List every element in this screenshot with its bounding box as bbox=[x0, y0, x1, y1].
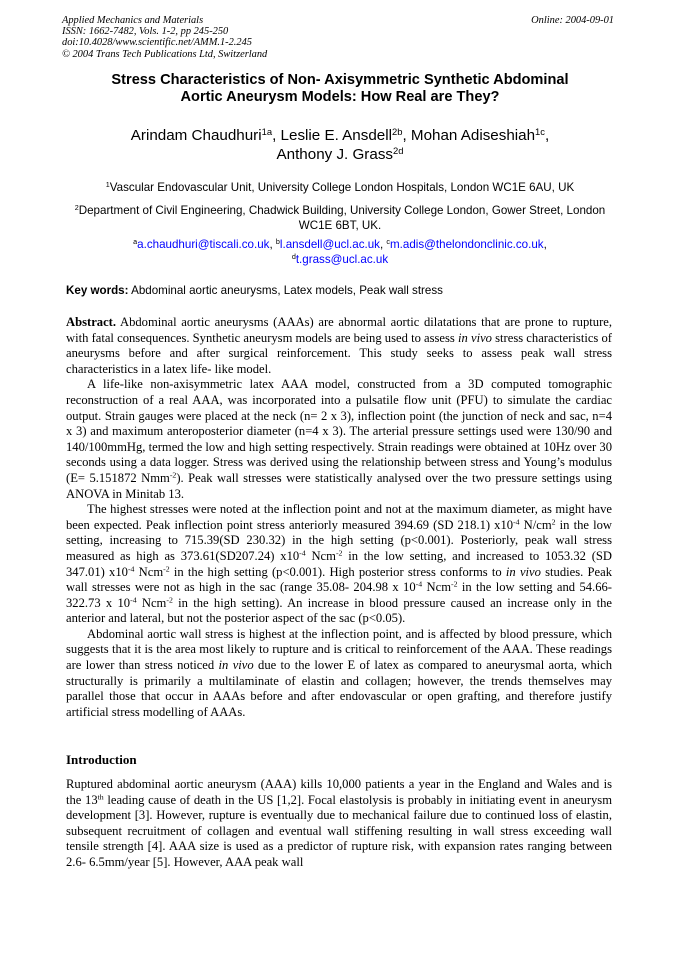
separator: , bbox=[544, 127, 550, 144]
author-list bbox=[66, 126, 614, 164]
email-link[interactable]: a.chaudhuri@tiscali.co.uk bbox=[137, 238, 270, 251]
email-link[interactable]: m.adis@thelondonclinic.co.uk bbox=[390, 238, 544, 251]
text-run: in the low setting and 54.66- 322.73 x 10 bbox=[66, 580, 612, 610]
text-run: A life-like non-axisymmetric latex AAA model, constructed from a 3D computed tomographic reconstruction of a real AAA, was incorporated into a pulsatile flow unit (PFU) to simulate the cardiac output. Strain gauges were placed at the neck (n= 2 x 3), inflection point (the junction of neck and sac, n=4 x 3) and maximum anteroposterior diameter (n=4 x 3). The arterial pressure settings used were 130/90 and 140/100mmHg, termed the low and high setting respectively. Strain readings were obtained at 10Hz over 30 seconds using a data logger. Stress was derived using the relationship between stress and Young’s modulus (E= 5.151872 Nmm bbox=[66, 377, 612, 485]
title-line-2: Aortic Aneurysm Models: How Real are They? bbox=[180, 89, 500, 105]
text-run: Ruptured abdominal aortic aneurysm (AAA) kills 10,000 patients a year in the England and Wales and is the 13 bbox=[66, 777, 612, 807]
superscript: -4 bbox=[130, 595, 137, 605]
keywords bbox=[66, 284, 443, 298]
separator: , bbox=[379, 238, 387, 251]
journal-name: Applied Mechanics and Materials bbox=[62, 15, 204, 26]
italic-run: in vivo bbox=[505, 564, 541, 579]
superscript: -2 bbox=[169, 470, 177, 480]
issn-line: ISSN: 1662-7482, Vols. 1-2, pp 245-250 bbox=[62, 26, 229, 38]
text-run: in the low setting, increasing to 715.39(SD 230.32) in the high setting (p<0.001). Posteriorly, peak wall stress measured as high as 373.61(SD207.24) x10 bbox=[66, 517, 612, 563]
introduction-paragraph-1 bbox=[66, 777, 612, 871]
journal-header bbox=[62, 15, 267, 60]
email-link[interactable]: t.grass@ucl.ac.uk bbox=[295, 253, 389, 266]
separator: , bbox=[543, 238, 547, 251]
affiliation-sup: 2 bbox=[74, 203, 79, 213]
italic-run: in vivo bbox=[458, 330, 492, 345]
text-run: Ncm bbox=[134, 564, 164, 579]
text-run: in the high setting). An increase in blood pressure caused an increase only in the anterior and lateral, but not the posterior aspect of the sac (p<0.05). bbox=[66, 595, 612, 626]
superscript: -4 bbox=[127, 564, 135, 574]
superscript: -2 bbox=[451, 579, 458, 589]
text-run: N/cm bbox=[519, 517, 552, 532]
superscript: -4 bbox=[513, 517, 520, 527]
text-run: leading cause of death in the US [1,2]. Focal elastolysis is probably in initiating event in aneurysm development [3]. However, rupture is eventually due to mechanical failure due to continued loss of elastin, subsequent recruitment of collagen and eventual wall stiffening resulting in wall stress exceeding wall tensile strength [4]. AAA size is used as a predictor of rupture risk, with expansion rates ranging between 2.6- 6.5mm/year [5]. However, AAA peak wall bbox=[66, 792, 612, 869]
italic-run: in vivo bbox=[218, 658, 254, 673]
email-sup: a bbox=[133, 237, 138, 247]
author-name: Arindam Chaudhuri bbox=[130, 127, 262, 144]
text-run: Abdominal aortic wall stress is highest at the inflection point, and is affected by blood pressure, which suggests that it is the area most likely to rupture and is critical to reinforcement of the AAA. These readings are lower than stress noticed bbox=[66, 626, 612, 673]
affiliation-text: Department of Civil Engineering, Chadwick Building, University College London, Gower Street, London WC1E 6BT, UK. bbox=[78, 204, 606, 232]
separator: , bbox=[269, 238, 276, 251]
introduction-section bbox=[66, 777, 612, 871]
abstract-paragraph-3 bbox=[66, 502, 612, 627]
text-run: stress characteristics of aneurysms before and after surgical reinforcement. This study seeks to assess peak wall stress characteristics in a latex life- like model. bbox=[66, 330, 612, 376]
introduction-heading: Introduction bbox=[66, 752, 137, 767]
paper-title bbox=[66, 72, 614, 106]
author-affil-sup: 2b bbox=[392, 125, 403, 137]
affiliation-1 bbox=[62, 180, 618, 195]
copyright-line: © 2004 Trans Tech Publications Ltd, Switzerland bbox=[62, 48, 268, 60]
text-run: Abdominal aortic aneurysms (AAAs) are abnormal aortic dilatations that are prone to rupture, with fatal consequences. Synthetic aneurysm models are being used to assess bbox=[66, 315, 612, 345]
separator: , bbox=[272, 127, 281, 144]
abstract-section bbox=[66, 315, 612, 720]
separator: , bbox=[402, 127, 411, 144]
superscript: -2 bbox=[166, 595, 173, 605]
abstract-paragraph-1 bbox=[66, 315, 612, 377]
email-sup: d bbox=[291, 252, 296, 262]
text-run: studies. Peak wall stresses were not as high in the sac (range 35.08- 204.98 x 10 bbox=[66, 564, 612, 595]
email-link[interactable]: l.ansdell@ucl.ac.uk bbox=[279, 238, 380, 251]
text-run: in the high setting (p<0.001). High posterior stress conforms to bbox=[169, 564, 506, 579]
text-run: Ncm bbox=[136, 595, 167, 610]
online-date: Online: 2004-09-01 bbox=[531, 15, 614, 26]
text-run: Ncm bbox=[422, 580, 451, 595]
superscript: 2 bbox=[551, 517, 556, 527]
text-run: Ncm bbox=[305, 548, 336, 563]
doi-line: doi:10.4028/www.scientific.net/AMM.1-2.245 bbox=[62, 37, 252, 49]
text-run: ). Peak wall stresses were statistically analysed over the two pressure settings using ANOVA in Minitab 13. bbox=[66, 470, 612, 501]
email-sup: b bbox=[275, 237, 280, 247]
abstract-label: Abstract. bbox=[66, 315, 117, 329]
text-run: due to the lower E of latex as compared to aneurysmal aorta, which structurally is primarily a multilaminate of elastin and collagen; however, the trends themselves may parallel those that occur in AAAs before and after endovascular or open grafting, and therefore justify artificial stress modelling of AAAs. bbox=[66, 658, 612, 719]
email-list bbox=[62, 237, 618, 267]
affiliation-text: Vascular Endovascular Unit, University College London Hospitals, London WC1E 6AU, UK bbox=[109, 181, 575, 194]
email-sup: c bbox=[386, 237, 391, 247]
text-run: in the low setting, and increased to 1053.32 (SD 347.01) x10 bbox=[66, 548, 612, 579]
author-name: Anthony J. Grass bbox=[276, 146, 394, 163]
superscript: -4 bbox=[299, 548, 306, 558]
superscript: -2 bbox=[335, 548, 343, 558]
author-name: Mohan Adiseshiah bbox=[410, 127, 536, 144]
keywords-label: Key words: bbox=[66, 284, 129, 297]
keywords-text: Abdominal aortic aneurysms, Latex models, Peak wall stress bbox=[128, 284, 443, 297]
abstract-paragraph-4 bbox=[66, 627, 612, 721]
author-affil-sup: 1a bbox=[261, 125, 273, 137]
text-run: The highest stresses were noted at the inflection point and not at the maximum diameter, as might have been expected. Peak inflection point stress anteriorly measured 394.69 (SD 218.1) x10 bbox=[66, 502, 612, 532]
affiliation-sup: 1 bbox=[105, 180, 110, 190]
author-name: Leslie E. Ansdell bbox=[280, 127, 392, 144]
superscript: -4 bbox=[415, 579, 423, 589]
title-line-1: Stress Characteristics of Non- Axisymmetric Synthetic Abdominal bbox=[111, 72, 569, 88]
abstract-paragraph-2 bbox=[66, 377, 612, 502]
superscript: th bbox=[97, 792, 104, 802]
superscript: -2 bbox=[163, 564, 170, 574]
author-affil-sup: 2d bbox=[393, 144, 404, 156]
author-affil-sup: 1c bbox=[535, 125, 545, 137]
affiliation-2 bbox=[62, 203, 618, 233]
